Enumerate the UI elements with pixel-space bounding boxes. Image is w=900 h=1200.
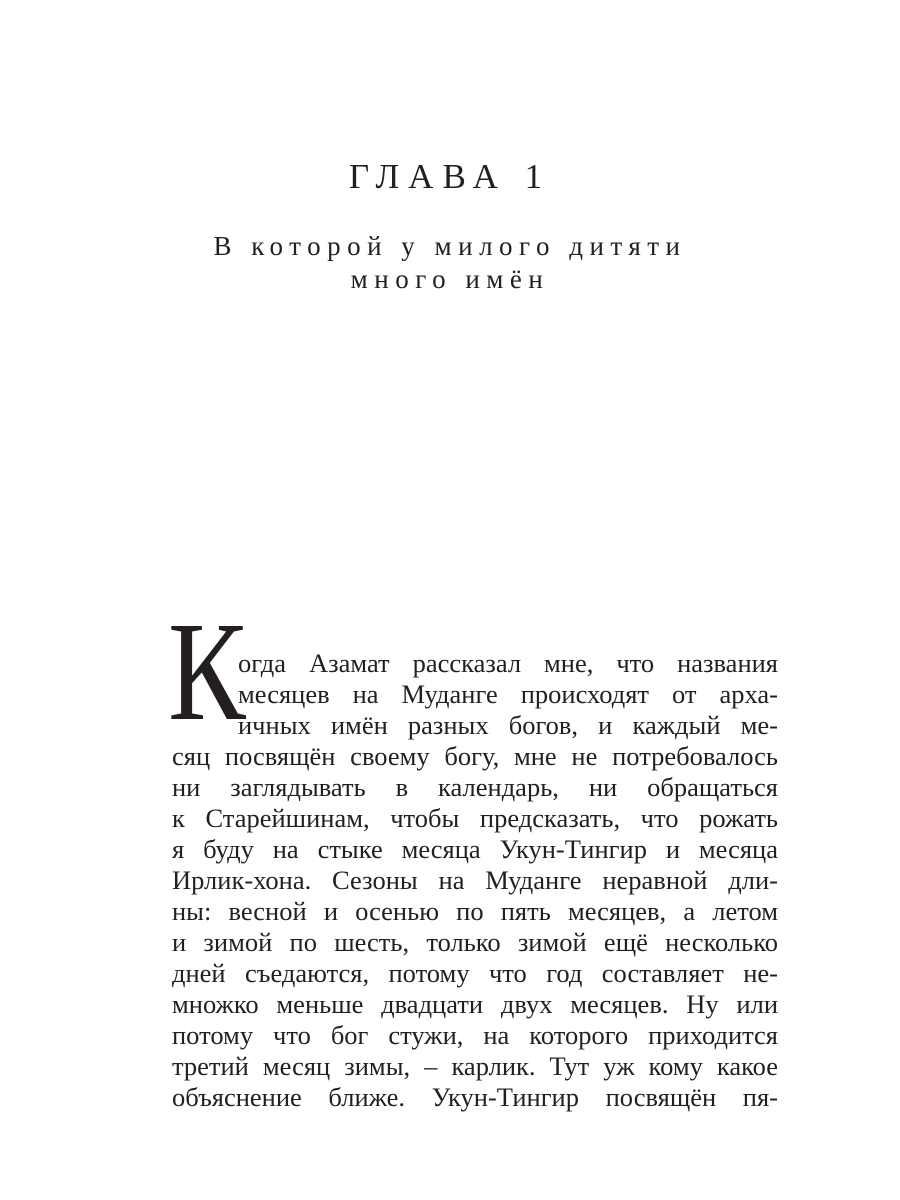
text-line: огда Азамат рассказал мне, что названия xyxy=(238,648,778,678)
text-line: третий месяц зимы, – карлик. Тут уж кому какое xyxy=(172,1051,778,1081)
text-line: ичных имён разных богов, и каждый ме- xyxy=(238,710,778,740)
text-line: сяц посвящён своему богу, мне не потребовалось xyxy=(172,741,778,771)
chapter-subtitle-line-1: В которой у милого дитяти xyxy=(213,231,687,261)
text-line: ны: весной и осенью по пять месяцев, а летом xyxy=(172,896,778,926)
text-line: дней съедаются, потому что год составляет не- xyxy=(172,958,778,988)
text-line: потому что бог стужи, на которого приходится xyxy=(172,1020,778,1050)
chapter-subtitle-line-2: много имён xyxy=(350,264,550,294)
chapter-title: ГЛАВА 1 xyxy=(348,157,552,196)
text-line: ни заглядывать в календарь, ни обращаться xyxy=(172,772,778,802)
text-line: я буду на стыке месяца Укун-Тингир и месяца xyxy=(172,834,778,864)
drop-cap: К xyxy=(168,592,246,750)
text-line: месяцев на Муданге происходят от арха- xyxy=(238,679,778,709)
text-line: и зимой по шесть, только зимой ещё несколько xyxy=(172,927,778,957)
text-line: к Старейшинам, чтобы предсказать, что рожать xyxy=(172,803,778,833)
text-line: множко меньше двадцати двух месяцев. Ну или xyxy=(172,989,778,1019)
text-line: объяснение ближе. Укун-Тингир посвящён пя- xyxy=(172,1082,778,1112)
text-line: Ирлик-хона. Сезоны на Муданге неравной дли- xyxy=(172,865,778,895)
